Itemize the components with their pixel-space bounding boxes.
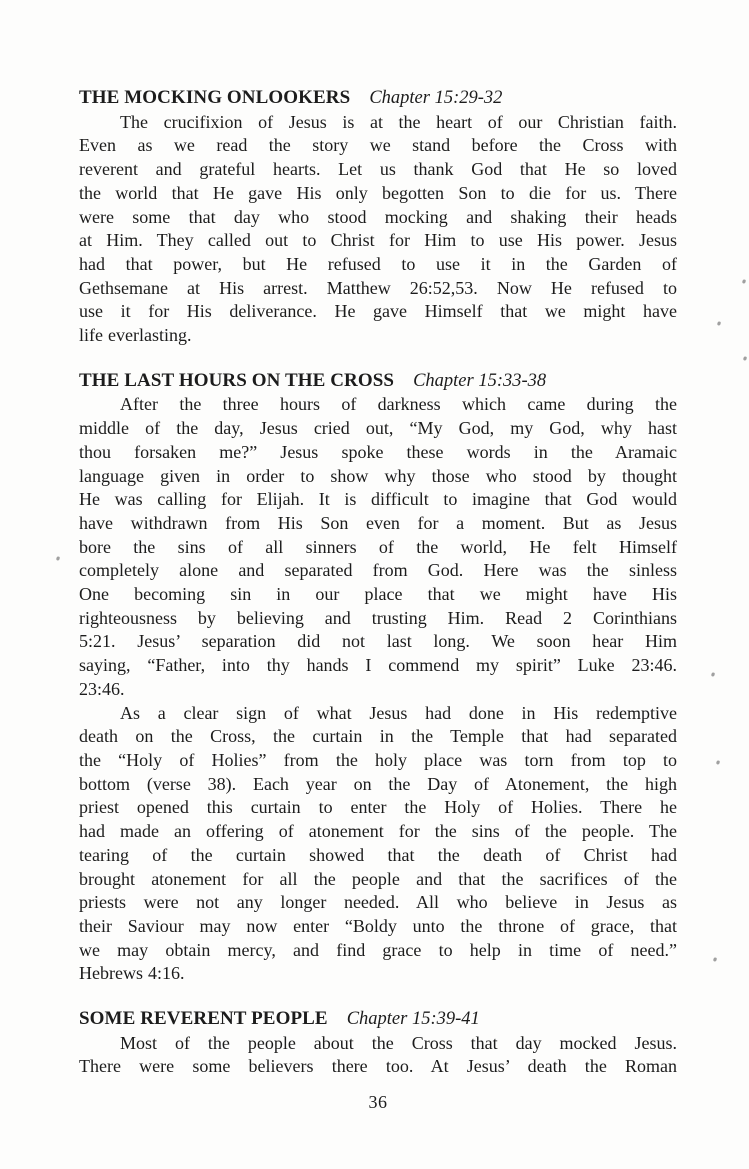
text-line: the world that He gave His only begotten Son to die for us. There (79, 182, 677, 203)
text-line: One becoming sin in our place that we might have His (79, 584, 677, 605)
text-line: priests were not any longer needed. All who believe in Jesus as (79, 892, 677, 913)
text-line: Hebrews 4:16. (79, 963, 185, 984)
text-line: life everlasting. (79, 325, 192, 346)
scan-speck (742, 279, 746, 284)
text-line: had made an offering of atonement for the sins of the people. The (79, 821, 677, 842)
text-line: use it for His deliverance. He gave Himself that we might have (79, 301, 677, 322)
heading-title: THE LAST HOURS ON THE CROSS (79, 369, 395, 391)
heading-chapter-reference: Chapter 15:39-41 (346, 1009, 480, 1030)
page-number: 36 (368, 1092, 388, 1113)
scan-speck (56, 556, 60, 561)
text-line: After the three hours of darkness which came during the (120, 394, 677, 415)
heading-chapter-reference: Chapter 15:33-38 (413, 370, 547, 391)
text-line: language given in order to show why those who stood by thought (79, 465, 677, 486)
sections-container (79, 86, 677, 1079)
text-line: 23:46. (79, 678, 125, 699)
text-line: completely alone and separated from God. Here was the sinless (79, 560, 677, 581)
text-block (79, 86, 677, 1113)
text-line: have withdrawn from His Son even for a moment. But as Jesus (79, 512, 677, 533)
paragraph (79, 1032, 677, 1079)
text-line: we may obtain mercy, and find grace to help in time of need.” (79, 939, 677, 960)
text-line: Even as we read the story we stand before the Cross with (79, 135, 677, 156)
heading-title: SOME REVERENT PEOPLE (79, 1008, 328, 1030)
text-line: reverent and grateful hearts. Let us thank God that He so loved (79, 159, 677, 180)
scan-speck (743, 356, 747, 361)
section-heading (79, 369, 677, 394)
section-heading (79, 1007, 677, 1032)
text-line: death on the Cross, the curtain in the Temple that had separated (79, 726, 677, 747)
text-line: bottom (verse 38). Each year on the Day of Atonement, the high (79, 773, 677, 794)
text-line: bore the sins of all sinners of the world, He felt Himself (79, 536, 677, 557)
paragraph (79, 111, 677, 348)
scan-speck (711, 672, 715, 677)
text-line: tearing of the curtain showed that the death of Christ had (79, 844, 677, 865)
text-line: priest opened this curtain to enter the Holy of Holies. There he (79, 797, 677, 818)
text-line: their Saviour may now enter “Boldy unto the throne of grace, that (79, 915, 677, 936)
heading-title: THE MOCKING ONLOOKERS (79, 87, 351, 108)
scan-speck (713, 957, 717, 962)
text-line: 5:21. Jesus’ separation did not last long. We soon hear Him (79, 631, 677, 652)
text-line: thou forsaken me?” Jesus spoke these words in the Aramaic (79, 441, 677, 462)
text-line: middle of the day, Jesus cried out, “My God, my God, why hast (79, 418, 677, 439)
scan-speck (716, 760, 720, 765)
text-line: had that power, but He refused to use it in the Garden of (79, 253, 677, 274)
paragraph (79, 393, 677, 701)
paragraph (79, 702, 677, 986)
text-line: saying, “Father, into thy hands I commend my spirit” Luke 23:46. (79, 655, 677, 676)
text-line: The crucifixion of Jesus is at the heart of our Christian faith. (120, 111, 677, 132)
section-heading (79, 86, 677, 111)
text-line: at Him. They called out to Christ for Him to use His power. Jesus (79, 230, 677, 251)
text-line: As a clear sign of what Jesus had done in His redemptive (120, 702, 677, 723)
text-line: righteousness by believing and trusting Him. Read 2 Corinthians (79, 607, 677, 628)
scan-speck (717, 321, 721, 326)
text-line: Gethsemane at His arrest. Matthew 26:52,53. Now He refused to (79, 277, 677, 298)
text-line: He was calling for Elijah. It is difficult to imagine that God would (79, 489, 677, 510)
text-line: brought atonement for all the people and that the sacrifices of the (79, 868, 677, 889)
heading-chapter-reference: Chapter 15:29-32 (369, 88, 503, 108)
text-line: Most of the people about the Cross that day mocked Jesus. (120, 1032, 677, 1053)
text-line: the “Holy of Holies” from the holy place was torn from top to (79, 749, 677, 770)
text-line: were some that day who stood mocking and shaking their heads (79, 206, 677, 227)
text-line: There were some believers there too. At Jesus’ death the Roman (79, 1056, 677, 1077)
